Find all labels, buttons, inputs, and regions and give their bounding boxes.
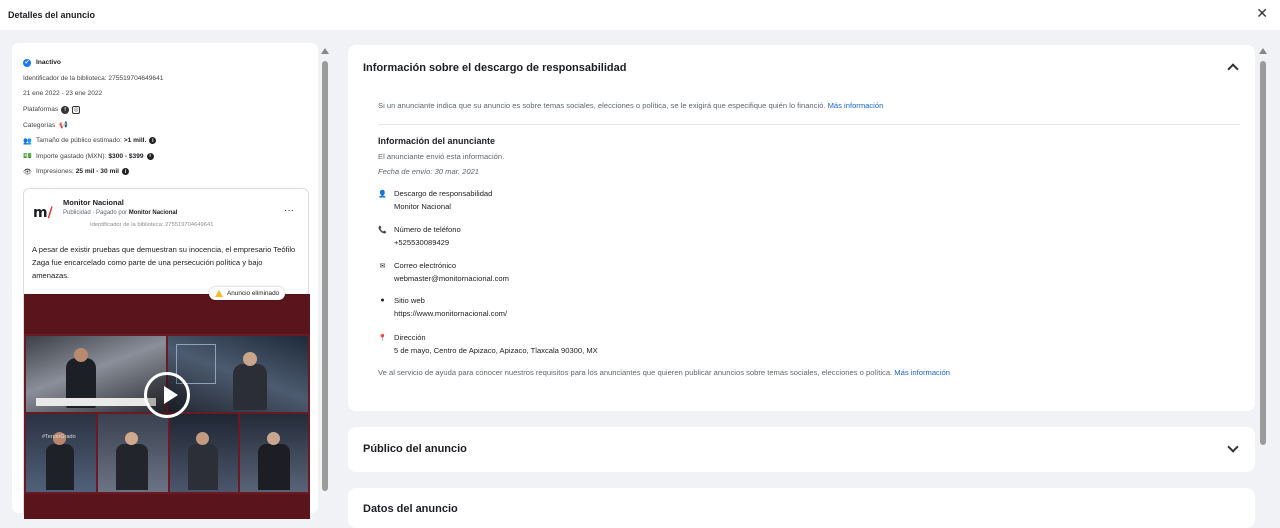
facebook-icon: f <box>61 106 69 114</box>
money-icon: 💵 <box>23 153 32 161</box>
scrollbar-thumb[interactable] <box>322 61 328 491</box>
logo-letter: m <box>33 205 48 221</box>
eye-icon: 👁 <box>23 168 32 176</box>
ad-removed-label: Anuncio eliminado <box>227 290 280 297</box>
status-row <box>23 55 307 71</box>
ad-library-id: Identificador de la biblioteca: 275519704649641 <box>90 222 214 228</box>
people-icon: 👥 <box>23 137 32 145</box>
instagram-icon: ◎ <box>73 106 79 113</box>
right-scrollbar[interactable] <box>1256 45 1270 508</box>
ad-data-section[interactable] <box>348 488 1255 528</box>
more-info-link[interactable]: Más información <box>827 101 884 110</box>
spend-label: Importe gastado (MXN): <box>36 152 107 160</box>
categories-row <box>23 117 307 133</box>
field-label: Dirección <box>394 333 426 342</box>
library-id: Identificador de la biblioteca: 275519704649641 <box>23 74 164 82</box>
sponsored-label: Publicidad · Pagado por <box>63 210 128 216</box>
disclaimer-intro <box>378 101 883 110</box>
ad-meta <box>12 43 318 180</box>
page-logo[interactable] <box>33 205 53 221</box>
phone-icon: 📞 <box>378 227 387 234</box>
audience-section[interactable] <box>348 427 1255 472</box>
ad-preview-header <box>24 189 308 237</box>
impressions-value: 25 mil - 30 mil <box>75 168 119 176</box>
submission-date: Fecha de envío: 30 mar. 2021 <box>378 167 480 176</box>
field-value: +525530089429 <box>394 238 450 247</box>
field-value: https://www.monitornacional.com/ <box>394 309 508 318</box>
status-badge: Inactivo <box>36 59 61 67</box>
footer-text: Ve al servicio de ayuda para conocer nuestros requisitos para los anunciantes que quieren publicar anuncios sobre temas sociales, elecciones o política. <box>378 368 893 377</box>
ad-video-thumbnail[interactable] <box>24 294 310 519</box>
spend-row <box>23 149 307 165</box>
video-frame <box>98 414 168 492</box>
section-title[interactable]: Información sobre el descargo de responsabilidad <box>363 62 627 74</box>
platforms-label: Plataformas <box>23 106 59 114</box>
status-check-icon: ✔ <box>24 60 30 67</box>
scrollbar-thumb[interactable] <box>1260 61 1266 445</box>
impressions-label: Impresiones: <box>36 168 74 176</box>
advertiser-info-title: Información del anunciante <box>378 136 496 146</box>
dialog-title: Detalles del anuncio <box>8 10 96 20</box>
ad-removed-badge <box>209 287 285 300</box>
divider <box>378 124 1240 125</box>
chevron-down-icon[interactable] <box>1227 441 1238 452</box>
categories-label: Categorías <box>23 121 56 129</box>
field-value: Monitor Nacional <box>394 202 451 211</box>
disclaimer-section <box>348 45 1255 411</box>
scroll-up-icon[interactable] <box>321 48 329 54</box>
info-icon[interactable]: i <box>122 168 129 175</box>
media-band <box>24 294 310 334</box>
media-band <box>24 494 310 519</box>
warning-icon <box>215 290 223 297</box>
video-frame <box>170 414 238 492</box>
mail-icon: ✉ <box>379 263 386 270</box>
logo-slash: / <box>47 205 53 221</box>
info-icon[interactable]: i <box>147 153 154 160</box>
more-options-icon[interactable]: ··· <box>284 205 294 216</box>
field-label: Descargo de responsabilidad <box>394 189 493 198</box>
info-icon[interactable]: i <box>149 137 156 144</box>
requirements-note <box>378 368 950 377</box>
date-range: 21 ene 2022 - 23 ene 2022 <box>23 90 103 98</box>
globe-icon: ● <box>380 297 385 304</box>
sponsored-line <box>63 210 177 216</box>
scroll-up-icon[interactable] <box>1259 48 1267 54</box>
intro-text: Si un anunciante indica que su anuncio es sobre temas sociales, elecciones o política, se le exigirá que especifique quién lo financió. <box>378 101 826 110</box>
person-icon: 👤 <box>378 191 387 198</box>
platforms-row <box>23 102 307 118</box>
dialog-header <box>0 0 1280 30</box>
ad-summary-panel <box>12 43 318 513</box>
audience-label: Tamaño de público estimado: <box>36 137 122 145</box>
ad-preview-card <box>23 188 309 518</box>
video-frame <box>26 414 96 492</box>
audience-value: >1 mill. <box>123 137 147 145</box>
megaphone-icon: 📢 <box>59 122 68 130</box>
paid-by: Monitor Nacional <box>128 210 178 216</box>
page-name[interactable]: Monitor Nacional <box>63 198 124 207</box>
field-label: Correo electrónico <box>394 261 457 270</box>
left-scrollbar[interactable] <box>318 43 332 508</box>
impressions-row <box>23 164 307 180</box>
advertiser-info-subtitle: El anunciante envió esta información. <box>378 152 505 161</box>
section-title[interactable]: Datos del anuncio <box>363 503 458 515</box>
field-value: webmaster@monitornacional.com <box>394 274 509 283</box>
audience-row <box>23 133 307 149</box>
section-title[interactable]: Público del anuncio <box>363 443 467 455</box>
field-label: Número de teléfono <box>394 225 461 234</box>
location-pin-icon: 📍 <box>378 335 387 342</box>
spend-value: $300 - $399 <box>108 152 144 160</box>
video-watermark: #TercerGrado <box>42 434 76 440</box>
close-icon[interactable]: ✕ <box>1256 5 1268 21</box>
field-label: Sitio web <box>394 296 425 305</box>
chevron-up-icon[interactable] <box>1227 63 1238 74</box>
more-info-link[interactable]: Más información <box>894 368 950 377</box>
play-icon[interactable] <box>144 372 190 418</box>
ad-body-text: A pesar de existir pruebas que demuestran su inocencia, el empresario Teófilo Zaga fue encarcelado como parte de una persecución política y bajo amenazas. <box>32 245 296 280</box>
video-frame <box>240 414 308 492</box>
field-value: 5 de mayo, Centro de Apizaco, Apizaco, Tlaxcala 90300, MX <box>394 346 598 355</box>
